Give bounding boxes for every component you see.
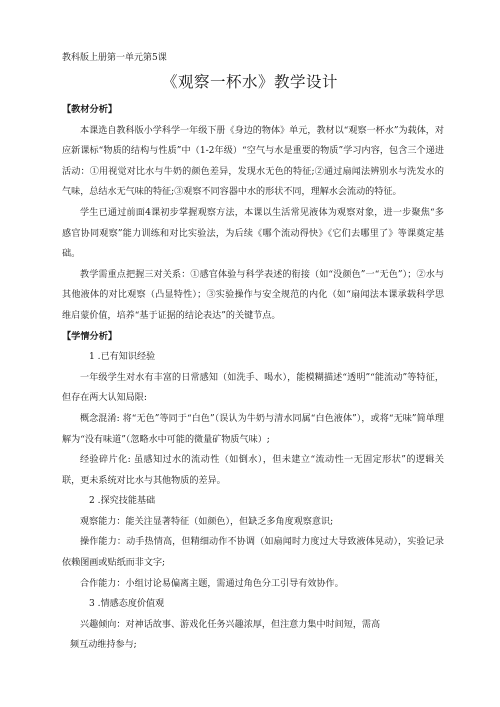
lesson-header: 教科版上册第一单元第5课: [62, 53, 167, 63]
paragraph: 本课选自教科版小学科学一年级下册《身边的物体》单元，教材以“观察一杯水”为载体，对应新课标“物质的结构与性质”中（1-2年级）“空气与水是重要的物质”学习内容，包含三个递进活动：①用视觉对比水与牛奶的颜色差异，发现水无色的特征;②通过扇闻法辨别水与洗发水的气味，总结水无气味的特征;③观察不同容器中水的形状不同，理解水会流动的特征。: [62, 125, 444, 198]
paragraph: 学生已通过前面4课初步掌握观察方法，本课以生活常见液体为观察对象，进一步聚焦“多感官协同观察”能力训练和对比实验法，为后续《哪个流动得快》《它们去哪里了》等课奠定基础。: [62, 207, 444, 260]
paragraph: 概念混淆: 将“无色”等同于“白色”（误认为牛奶与清水同属“白色液体”），或将“无味”简单理解为“没有味道”（忽略水中可能的微量矿物质气味）;: [62, 413, 444, 445]
subsection-title: 2 .探究技能基础: [89, 496, 156, 507]
paragraph: 经验碎片化: 虽感知过水的流动性（如倒水），但未建立“流动性一无固定形状”的逻辑关联，更未系统对比水与其他物质的差异。: [62, 455, 444, 486]
paragraph-continuation: 频互动维持参与;: [70, 640, 137, 651]
paragraph: 兴趣倾向：对神话故事、游戏化任务兴趣浓厚，但注意力集中时间短，需高: [80, 619, 381, 630]
paragraph: 教学需重点把握三对关系：①感官体验与科学表述的衔接（如“没颜色”一“无色”）；②水与其他液体的对比观察（凸显特性）；③实验操作与安全规范的内化（如“扇闻法本课承载科学思维启蒙价值，培养“基于证据的结论表达”的关键节点。: [62, 269, 444, 321]
paragraph: 一年级学生对水有丰富的日常感知（如洗手、喝水），能模糊描述“透明”“能流动”等特征，但存在两大认知局限:: [62, 372, 444, 404]
subsection-title: 1 .已有知识经验: [89, 352, 156, 363]
document-title: 《观察一杯水》教学设计: [161, 73, 338, 91]
section-heading-material: 【教材分析】: [62, 104, 118, 115]
paragraph: 合作能力：小组讨论易偏离主题，需通过角色分工引导有效协作。: [80, 578, 344, 589]
paragraph: 操作能力：动手热情高，但精细动作不协调（如扇闻时力度过大导致液体晃动），实验记录依赖图画或贴纸而非文字;: [62, 537, 444, 569]
subsection-title: 3 .情感态度价值观: [89, 599, 165, 610]
section-heading-learner: 【学情分析】: [62, 330, 118, 342]
paragraph: 观察能力：能关注显著特征（如颜色），但缺乏多角度观察意识;: [80, 516, 334, 527]
document-body: [62, 100, 444, 656]
